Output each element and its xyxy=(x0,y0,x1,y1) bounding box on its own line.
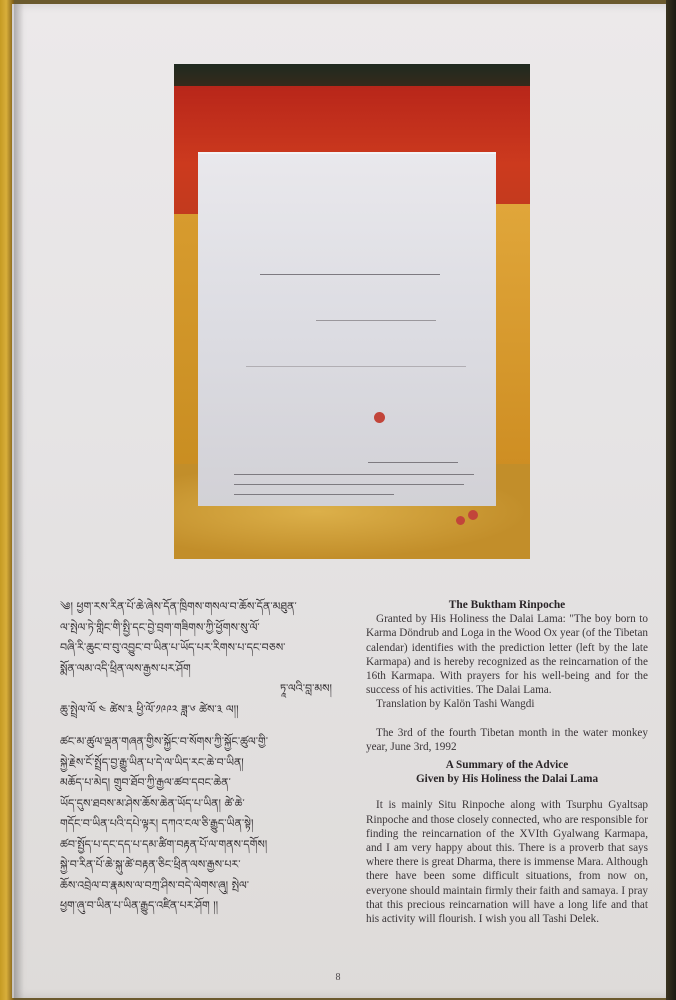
letter-writing-line xyxy=(316,320,436,321)
tibetan-line: ཕྱག་ཞུ་བ་ཡིན་པ་ཡིན་རྒྱུད་འཛིན་པར་ཤོག །། xyxy=(60,899,219,912)
buktham-scroll-photo xyxy=(174,64,530,559)
tibetan-text-column xyxy=(60,597,360,917)
letter-writing-line xyxy=(260,274,440,275)
page-number: 8 xyxy=(335,972,341,983)
recognition-paragraph: Granted by His Holiness the Dalai Lama: "The boy born to Karma Döndrub and Loga in the Wood Ox year (of the Tibetan calendar) identifies with the prediction letter (left by the late Karmapa) and is hereby recognized as the reincarnation of the 16th Karmapa. With prayers for his well-being and for the success of his activities. The Dalai Lama. xyxy=(366,613,648,697)
tibetan-date: ཆུ་སྤྲེལ་ལོ ༤ ཚེས་༣ ཕྱི་ལོ་༡༩༩༢ ཟླ་༦ ཚེས་༣ ལ།། xyxy=(60,702,239,716)
translation-credit: Translation by Kalön Tashi Wangdi xyxy=(376,698,535,711)
letter-writing-line xyxy=(234,494,394,495)
tibetan-line: ༄། ཕྱག་རས་རིན་པོ་ཆེ་ཞེས་དོན་ཁྲིགས་གསལ་བ་ཆོས་དོན་མཐུན་ xyxy=(60,600,297,613)
recognition-letter xyxy=(198,152,496,506)
article-title: The Buktham Rinpoche xyxy=(448,599,566,611)
tibetan-line: ཚང་མ་ཚུལ་ལྡན་གཞན་གྱིས་སྐྱོང་བ་སོགས་ཀྱི་སྐྱོང་ཚུལ་གྱི་ xyxy=(60,735,269,748)
summary-heading-line2: Given by His Holiness the Dalai Lama xyxy=(415,773,599,786)
date-paragraph: The 3rd of the fourth Tibetan month in the water monkey year, June 3rd, 1992 xyxy=(366,726,648,753)
book-spine-right xyxy=(666,0,676,1000)
tibetan-line: ཡོད་དུས་ཐབས་མ་ཤེས་ཆོས་ཆེན་ཡོད་པ་ཡིན། ཚེ་ཆེ་ xyxy=(60,796,245,810)
letter-writing-line xyxy=(368,462,458,463)
page-fold-shadow xyxy=(14,4,24,998)
letter-writing-line xyxy=(234,484,464,485)
letter-writing-line xyxy=(246,366,466,367)
red-seal xyxy=(468,510,478,520)
tibetan-line: གདོང་བ་ཡིན་པའི་དཔེ་ལྟར། དཀའ་ངལ་ཅི་རྒྱུད་ཡིན་སྟེ། xyxy=(60,817,254,830)
summary-paragraph: It is mainly Situ Rinpoche along with Tsurphu Gyaltsap Rinpoche and those closely connected, who are responsible for finding the reincarnation of the XVIth Gyalwang Karmapa, and I am very happy about this. There is a proverb that says where there is great Dharma, there is immense Mara. Although there have been some difficult situations, from now on, everyone should maintain firmly their faith and samaya. I pray that this precious reincarnation will have a long life and that his activity will flourish. I wish you all Tashi Delek. xyxy=(366,799,648,926)
tibetan-line: སྐྱེ་བ་རིན་པོ་ཆེ་སྐུ་ཚེ་བརྟན་ཅིང་ཕྲིན་ལས་རྒྱས་པར་ xyxy=(60,858,241,871)
letter-writing-line xyxy=(234,474,474,475)
red-seal xyxy=(374,412,385,423)
tibetan-line: སྨོན་ལམ་འདི་ཕྲིན་ལས་རྒྱས་པར་ཤོག xyxy=(60,661,191,675)
tibetan-line: ཚབ་སྤྱོད་པ་དང་དད་པ་དམ་ཚིག་བརྟན་པོ་ལ་གནས་དགོས། xyxy=(60,837,268,851)
tibetan-line: ལ་སྤེལ་ཏེ་གླིང་གི་སྤྱི་དང་བྱེ་བྲག་གཟིགས་ཀྱི་ཕྱོགས་སུ་ལོ་ xyxy=(60,620,260,634)
tibetan-line: ཆོས་འབྲེལ་བ་རྣམས་ལ་བཀྲ་ཤིས་བདེ་ལེགས་ཞུ། སྤེལ་ xyxy=(60,878,250,892)
tibetan-line: བཞི་རི་ཆུང་བ་བུ་འབྱུང་བ་ཡིན་པ་ཡོད་པར་རིགས་པ་དང་བཅས་ xyxy=(60,641,286,654)
summary-heading-line1: A Summary of the Advice xyxy=(445,759,569,772)
english-text-column xyxy=(366,598,648,926)
tibetan-line: སྐྱེ་རྗེས་ངོ་སྤྲོད་བྱ་རྒྱུ་ཡིན་པ་དེ་ལ་ཡིད་རང་ཆེ་བ་ཡིན། xyxy=(60,755,244,769)
tibetan-signature: ཏཱ་ལའི་བླ་མས། xyxy=(279,682,332,695)
red-seal xyxy=(456,516,465,525)
tibetan-line: མཆོད་པ་མེད། གྲུབ་ཐོབ་ཀྱི་རྒྱལ་ཚབ་དབང་ཆེན་ xyxy=(60,776,231,789)
